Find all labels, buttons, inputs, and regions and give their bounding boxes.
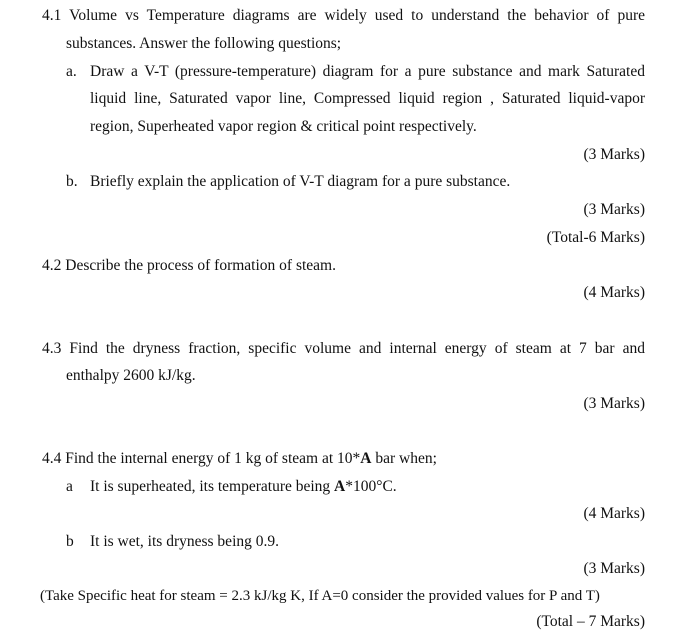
q44-b-marker: b bbox=[66, 533, 74, 550]
q41-a-line-2: liquid line, Saturated vapor line, Compressed liquid region , Saturated liquid-vapor bbox=[90, 90, 645, 107]
q41-a-line-1: Draw a V-T (pressure-temperature) diagram for a pure substance and mark Saturated bbox=[90, 63, 645, 80]
q42-text: 4.2 Describe the process of formation of steam. bbox=[42, 257, 336, 274]
q41-line-2: substances. Answer the following questions; bbox=[66, 35, 342, 52]
q42-marks: (4 Marks) bbox=[583, 284, 645, 301]
q41-total-marks: (Total-6 Marks) bbox=[546, 229, 645, 246]
q41-b-marker: b. bbox=[66, 173, 78, 190]
q44-line-1 bbox=[42, 449, 437, 469]
q44-line-1-post: bar when; bbox=[371, 450, 437, 467]
q41-b-marks: (3 Marks) bbox=[583, 201, 645, 218]
q44-a-text-post: *100°C. bbox=[345, 478, 397, 495]
q41-b-text: Briefly explain the application of V-T diagram for a pure substance. bbox=[90, 173, 511, 190]
q44-a-text bbox=[90, 477, 397, 497]
q44-a-marker: a bbox=[66, 478, 73, 495]
q44-total-marks: (Total – 7 Marks) bbox=[536, 613, 645, 630]
q44-a-text-pre: It is superheated, its temperature being bbox=[90, 478, 335, 495]
q44-a-variable: A bbox=[334, 478, 346, 495]
q44-note: (Take Specific heat for steam = 2.3 kJ/kg K, If A=0 consider the provided values for P and T) bbox=[40, 588, 600, 604]
q41-a-marks: (3 Marks) bbox=[583, 146, 645, 163]
q44-b-marks: (3 Marks) bbox=[583, 560, 645, 577]
q41-a-marker: a. bbox=[66, 63, 77, 80]
q41-line-1: 4.1 Volume vs Temperature diagrams are widely used to understand the behavior of pure bbox=[42, 7, 645, 24]
q43-marks: (3 Marks) bbox=[583, 395, 645, 412]
q44-b-text: It is wet, its dryness being 0.9. bbox=[90, 533, 279, 550]
q44-a-marks: (4 Marks) bbox=[583, 505, 645, 522]
q44-line-1-variable: A bbox=[360, 450, 372, 467]
q41-a-line-3: region, Superheated vapor region & critical point respectively. bbox=[90, 118, 477, 135]
q43-line-2: enthalpy 2600 kJ/kg. bbox=[66, 367, 196, 384]
q44-line-1-pre: 4.4 Find the internal energy of 1 kg of steam at 10* bbox=[42, 450, 361, 467]
q43-line-1: 4.3 Find the dryness fraction, specific volume and internal energy of steam at 7 bar and bbox=[42, 340, 645, 357]
